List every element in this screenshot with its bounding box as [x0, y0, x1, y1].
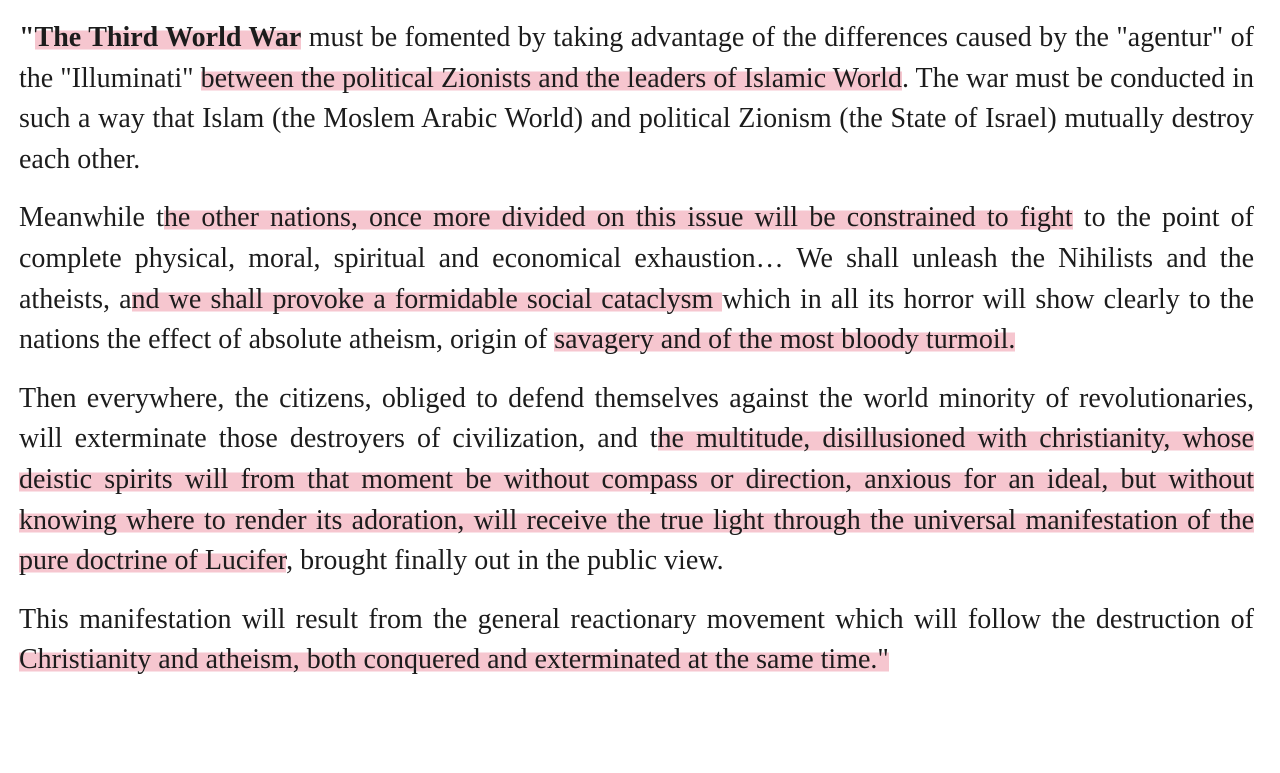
text-segment: must be fomented by taking advantage of the differences caused by the "agentur" of the "Illuminati" [19, 22, 1254, 94]
paragraph-2 [19, 198, 1254, 360]
highlighted-text: between the political Zionists and the leaders of Islamic World [200, 62, 902, 94]
text-segment: to the point of complete physical, moral, spiritual and economical exhaustion… We shall unleash the Nihilists and the atheists, a [19, 202, 1254, 315]
text-segment: which in all its horror will show clearly to the nations the effect of absolute atheism, origin of [19, 283, 1254, 356]
highlighted-text: Christianity and atheism, both conquered and exterminated at the same time." [19, 644, 889, 676]
text-segment: . The war must be conducted in such a way that Islam (the Moslem Arabic World) and political Zionism (the State of Israel) mutually destroy each other. [19, 62, 1254, 175]
highlighted-title: The Third World War [34, 22, 302, 53]
highlighted-text: he multitude, disillusioned with christianity, whose deistic spirits will from that moment be without compass or direction, anxious for an ideal, but without knowing where to render its adoration, will receive the true light through the universal manifestation of the pure doctrine of Lucifer [19, 423, 1254, 577]
text-segment: Then everywhere, the citizens, obliged to defend themselves against the world minority of revolutionaries, will exterminate those destroyers of civilization, and t [19, 382, 1254, 455]
paragraph-1 [19, 18, 1254, 180]
highlighted-text: he other nations, once more divided on this issue will be constrained to fight [163, 202, 1073, 234]
text-segment: Meanwhile t [19, 202, 164, 234]
highlighted-text: savagery and of the most bloody turmoil. [554, 324, 1016, 356]
paragraph-3 [19, 379, 1254, 582]
text-segment: " [19, 22, 35, 53]
text-segment: , brought finally out in the public view. [286, 545, 724, 577]
text-segment: This manifestation will result from the general reactionary movement which will follow the destruction of [19, 603, 1254, 635]
highlighted-text: nd we shall provoke a formidable social cataclysm [131, 283, 723, 315]
paragraph-4 [19, 600, 1254, 681]
